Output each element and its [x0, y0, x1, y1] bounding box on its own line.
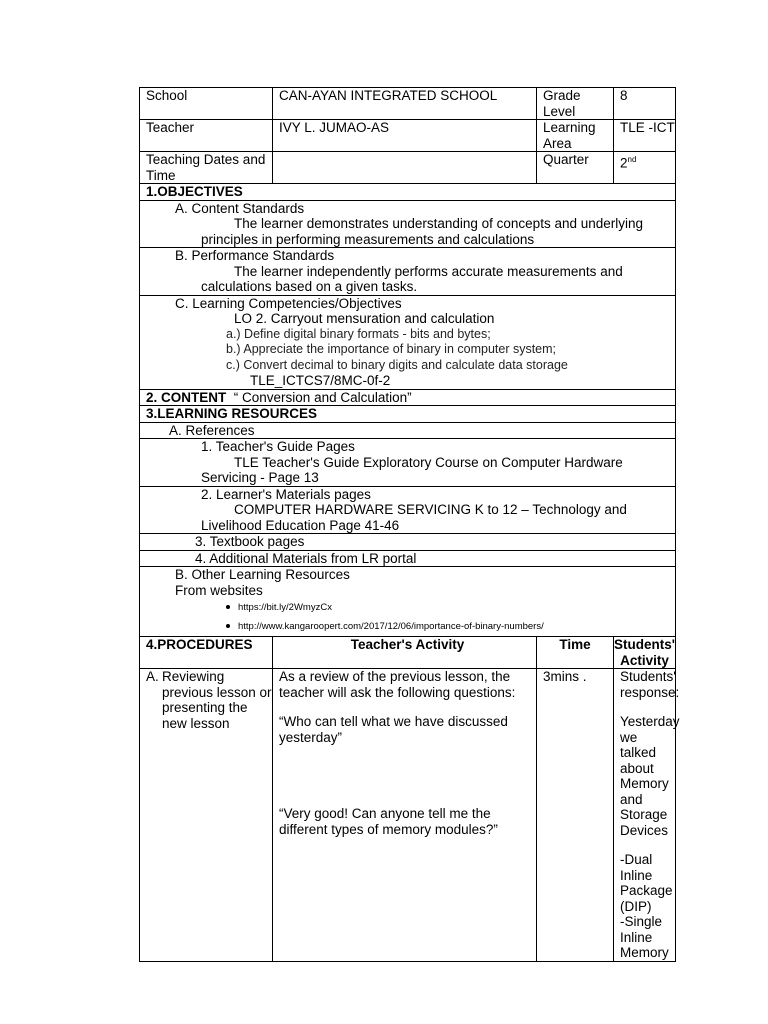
competencies-row [140, 295, 676, 389]
content-standards-cell [140, 200, 676, 248]
procedure-a-row [140, 669, 676, 962]
learners-materials-text-2: Livelihood Education Page 41-46 [201, 517, 400, 533]
students-activity-header: Students' Activity [614, 637, 675, 668]
teacher-value: IVY L. JUMAO-AS [273, 120, 537, 152]
resources-heading: 3.LEARNING RESOURCES [140, 406, 676, 423]
objective-item: b.) Appreciate the importance of binary in computer system; [226, 342, 557, 356]
textbook-row [140, 534, 676, 551]
student-response-3: -Single Inline Memory [620, 914, 669, 960]
content-row [140, 389, 676, 406]
performance-standards-label: B. Performance Standards [175, 248, 335, 263]
resources-heading-row [140, 406, 676, 423]
school-row [140, 88, 676, 120]
lesson-plan-table [139, 87, 680, 962]
grade-label: Grade Level [537, 88, 614, 120]
dates-label: Teaching Dates and Time [140, 152, 273, 184]
teachers-guide-row [140, 439, 676, 487]
lesson-plan-page [139, 87, 680, 962]
students-activity-cell [614, 669, 680, 962]
procedure-a-text: Reviewing previous lesson or presenting the new lesson [162, 669, 272, 731]
references-row [140, 422, 676, 439]
competencies-cell [140, 295, 676, 389]
website-link[interactable]: https://bit.ly/2WmyzCx [238, 602, 332, 613]
area-label: Learning Area [537, 120, 614, 152]
learners-materials-text-1: COMPUTER HARDWARE SERVICING K to 12 – Technology and [234, 502, 627, 517]
content-standards-row [140, 200, 676, 248]
teacher-label: Teacher [140, 120, 273, 152]
content-cell [140, 389, 676, 406]
procedures-heading-row [140, 637, 676, 669]
teacher-row [140, 120, 676, 152]
learning-outcome: LO 2. Carryout mensuration and calculation [234, 311, 495, 326]
references-label: A. References [140, 422, 676, 439]
website-link-item [146, 598, 675, 618]
teacher-question-2: “Very good! Can anyone tell me the different types of memory modules?” [279, 806, 498, 837]
textbook-label: 3. Textbook pages [140, 534, 676, 551]
content-standards-text-2: principles in performing measurements and calculations [201, 231, 535, 247]
student-response-2: -Dual Inline Package (DIP) [620, 852, 673, 914]
objective-item: a.) Define digital binary formats - bits and bytes; [226, 326, 491, 341]
learners-materials-row [140, 486, 676, 534]
teachers-guide-cell [140, 439, 676, 487]
performance-standards-row [140, 248, 676, 296]
quarter-label: Quarter [537, 152, 614, 184]
procedure-a-step [146, 669, 272, 731]
objectives-heading: 1.OBJECTIVES [140, 184, 676, 201]
content-standards-label: A. Content Standards [175, 200, 305, 216]
dates-row [140, 152, 676, 184]
performance-standards-text-1: The learner independently performs accurate measurements and [234, 263, 623, 279]
website-link-item [146, 618, 675, 636]
websites-label: From websites [175, 582, 263, 598]
school-value: CAN-AYAN INTEGRATED SCHOOL [273, 88, 537, 120]
teacher-activity-intro: As a review of the previous lesson, the teacher will ask the following questions: [279, 669, 516, 700]
objectives-heading-row [140, 184, 676, 201]
student-response-label: Students' response: [620, 669, 680, 700]
bullet-icon [226, 624, 230, 628]
teachers-guide-text-2: Servicing - Page 13 [201, 470, 319, 485]
grade-value: 8 [614, 88, 676, 120]
area-value: TLE -ICT [614, 120, 676, 152]
teachers-guide-text-1: TLE Teacher's Guide Exploratory Course on Computer Hardware [234, 454, 623, 470]
competency-code: TLE_ICTCS7/8MC-0f-2 [250, 373, 391, 388]
quarter-number: 2 [620, 155, 628, 171]
dates-value [273, 152, 537, 184]
content-standards-text-1: The learner demonstrates understanding of concepts and underlying [234, 216, 644, 231]
teacher-question-1: “Who can tell what we have discussed yesterday” [279, 714, 508, 745]
teacher-activity-cell [273, 669, 537, 962]
bullet-icon [226, 605, 230, 609]
objective-item: c.) Convert decimal to binary digits and calculate data storage [226, 357, 568, 372]
performance-standards-cell [140, 248, 676, 296]
competencies-label: C. Learning Competencies/Objectives [175, 295, 402, 311]
learners-materials-cell [140, 486, 676, 534]
other-resources-cell [140, 567, 676, 637]
procedure-a-label: A. [146, 669, 159, 684]
content-heading: 2. CONTENT [146, 389, 227, 405]
quarter-value [614, 152, 676, 184]
website-link[interactable]: http://www.kangaroopert.com/2017/12/06/importance-of-binary-numbers/ [238, 621, 544, 632]
procedures-heading: 4.PROCEDURES [140, 637, 273, 669]
time-header: Time [537, 637, 614, 669]
procedure-a-cell [140, 669, 273, 962]
learners-materials-label: 2. Learner's Materials pages [201, 486, 371, 502]
teacher-activity-header: Teacher's Activity [273, 637, 537, 669]
quarter-suffix: nd [627, 155, 637, 164]
teachers-guide-label: 1. Teacher's Guide Pages [201, 439, 355, 454]
other-resources-label: B. Other Learning Resources [175, 567, 350, 582]
content-text: “ Conversion and Calculation” [233, 389, 412, 405]
school-label: School [140, 88, 273, 120]
additional-materials-label: 4. Additional Materials from LR portal [140, 550, 676, 567]
time-cell: 3mins . [537, 669, 614, 962]
student-response-1: Yesterday we talked about Memory and Storage Devices [620, 714, 680, 838]
other-resources-row [140, 567, 676, 637]
performance-standards-text-2: calculations based on a given tasks. [201, 279, 418, 294]
additional-materials-row [140, 550, 676, 567]
